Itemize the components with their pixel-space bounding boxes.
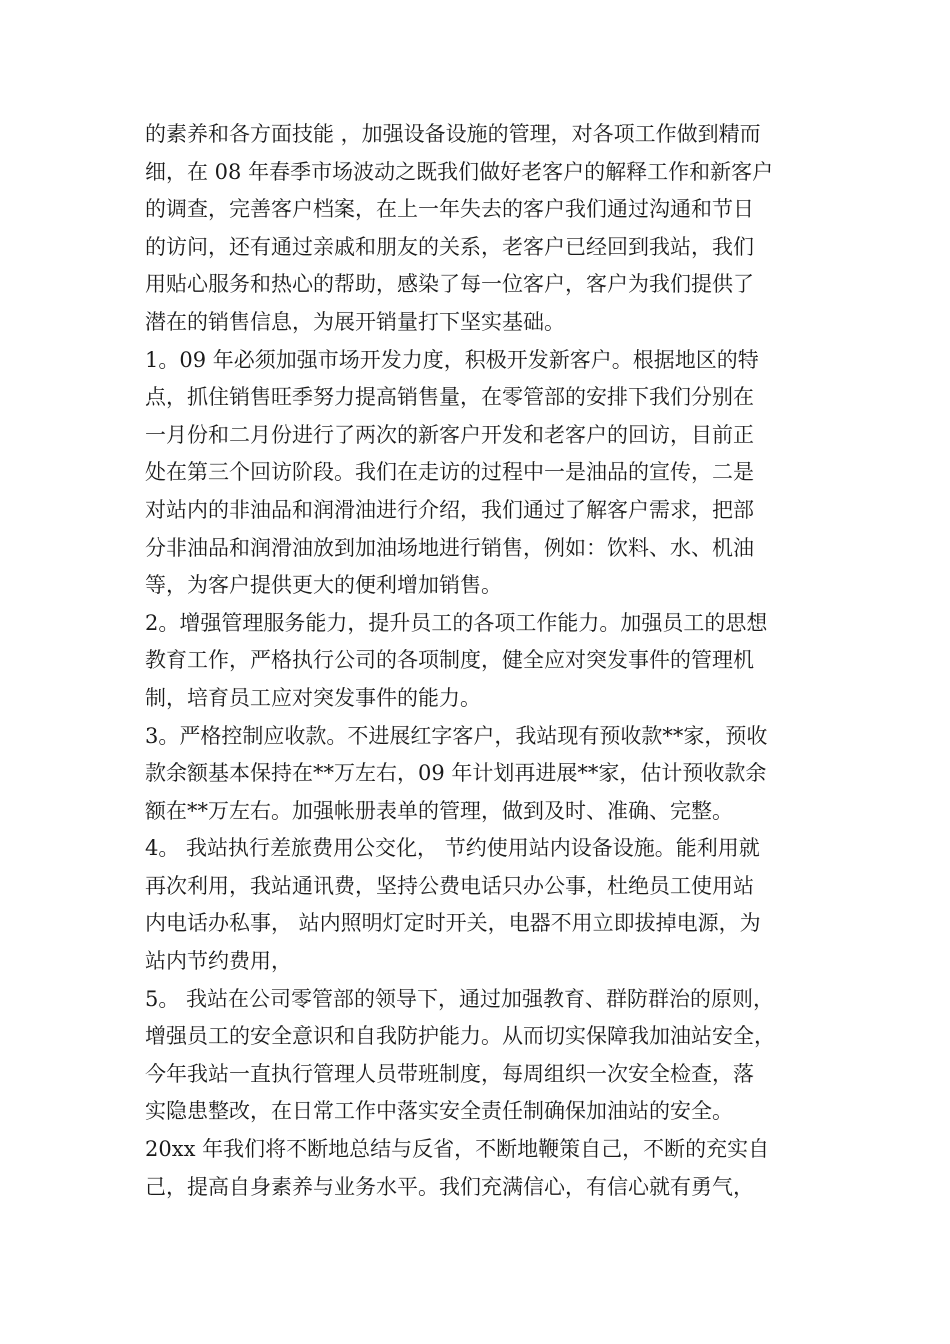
text-line: 3。严格控制应收款。不进展红字客户，我站现有预收款**家，预收 bbox=[145, 723, 768, 748]
text-line: 今年我站一直执行管理人员带班制度，每周组织一次安全检查，落 bbox=[145, 1061, 754, 1086]
text-line: 点，抓住销售旺季努力提高销售量，在零管部的安排下我们分别在 bbox=[145, 385, 754, 410]
text-line: 分非油品和润滑油放到加油场地进行销售，例如：饮料、水、机油 bbox=[145, 535, 754, 560]
text-line: 细，在 08 年春季市场波动之既我们做好老客户的解释工作和新客户 bbox=[145, 159, 774, 184]
text-line: 内电话办私事， 站内照明灯定时开关，电器不用立即拔掉电源，为 bbox=[145, 911, 761, 936]
document-page bbox=[145, 116, 810, 1206]
text-line: 增强员工的安全意识和自我防护能力。从而切实保障我加油站安全， bbox=[145, 1024, 775, 1049]
text-line: 站内节约费用， bbox=[145, 949, 292, 974]
text-line: 款余额基本保持在**万左右，09 年计划再进展**家，估计预收款余 bbox=[145, 761, 767, 786]
text-line: 对站内的非油品和润滑油进行介绍，我们通过了解客户需求，把部 bbox=[145, 497, 754, 522]
text-line: 用贴心服务和热心的帮助，感染了每一位客户，客户为我们提供了 bbox=[145, 272, 754, 297]
text-line: 教育工作，严格执行公司的各项制度，健全应对突发事件的管理机 bbox=[145, 648, 754, 673]
text-line: 额在**万左右。加强帐册表单的管理，做到及时、准确、完整。 bbox=[145, 798, 733, 823]
text-line: 处在第三个回访阶段。我们在走访的过程中一是油品的宣传，二是 bbox=[145, 460, 754, 485]
text-line: 4。 我站执行差旅费用公交化， 节约使用站内设备设施。能利用就 bbox=[145, 836, 760, 861]
text-line: 20xx 年我们将不断地总结与反省，不断地鞭策自己，不断的充实自 bbox=[145, 1137, 770, 1162]
text-line: 一月份和二月份进行了两次的新客户开发和老客户的回访，目前正 bbox=[145, 422, 754, 447]
text-line: 5。 我站在公司零管部的领导下，通过加强教育、群防群治的原则， bbox=[145, 986, 775, 1011]
text-line: 1。09 年必须加强市场开发力度，积极开发新客户。根据地区的特 bbox=[145, 347, 759, 372]
text-line: 实隐患整改，在日常工作中落实安全责任制确保加油站的安全。 bbox=[145, 1099, 733, 1124]
text-line: 再次利用，我站通讯费，坚持公费电话只办公事，杜绝员工使用站 bbox=[145, 873, 754, 898]
text-line: 潜在的销售信息，为展开销量打下坚实基础。 bbox=[145, 309, 565, 334]
text-line: 的访问，还有通过亲戚和朋友的关系，老客户已经回到我站，我们 bbox=[145, 234, 754, 259]
text-line: 制，培育员工应对突发事件的能力。 bbox=[145, 685, 481, 710]
text-line: 的调查，完善客户档案，在上一年失去的客户我们通过沟通和节日 bbox=[145, 197, 754, 222]
text-line: 己，提高自身素养与业务水平。我们充满信心，有信心就有勇气， bbox=[145, 1174, 754, 1199]
text-line: 2。增强管理服务能力，提升员工的各项工作能力。加强员工的思想 bbox=[145, 610, 768, 635]
text-line: 等，为客户提供更大的便利增加销售。 bbox=[145, 573, 502, 598]
text-line: 的素养和各方面技能 ，加强设备设施的管理，对各项工作做到精而 bbox=[145, 122, 761, 146]
